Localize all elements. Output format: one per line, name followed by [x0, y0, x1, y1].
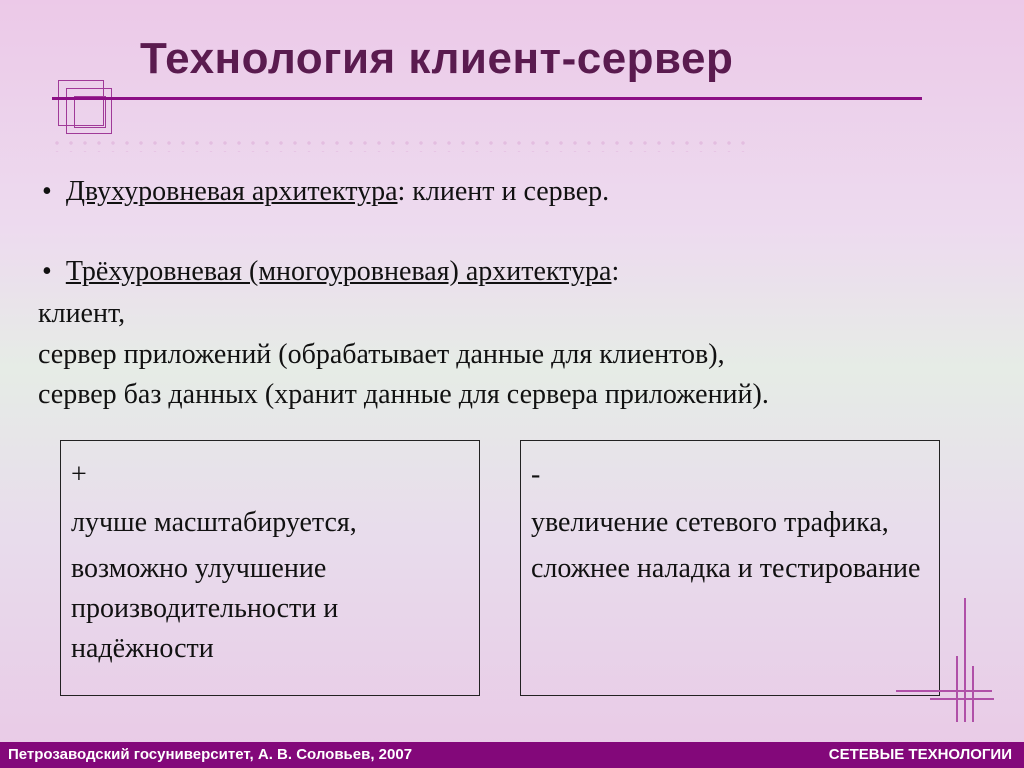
decor-line: [964, 598, 966, 722]
bullet-marker: •: [42, 176, 52, 207]
three-tier-colon: :: [611, 256, 620, 287]
term-three-tier: Трёхуровневая (многоуровневая) архитектура: [65, 256, 612, 287]
pros-item: лучше масштабируется,: [71, 507, 357, 538]
bullet-marker: •: [42, 256, 52, 287]
bullet-three-tier: [42, 256, 619, 288]
cons-item: сложнее наладка и тестирование: [531, 553, 921, 584]
decor-line: [956, 656, 958, 722]
dotted-decoration: [50, 138, 750, 152]
cons-symbol: -: [531, 459, 541, 490]
slide-title: Технология клиент-сервер: [140, 34, 734, 83]
decor-line: [930, 698, 994, 700]
cons-item: увеличение сетевого трафика,: [531, 507, 889, 538]
term-two-tier: Двухуровневая архитектура: [65, 176, 398, 207]
decor-square-3: [74, 96, 106, 128]
bullet-two-tier: [42, 176, 609, 208]
footer-course: СЕТЕВЫЕ ТЕХНОЛОГИИ: [828, 746, 1012, 763]
pros-box: [60, 440, 480, 696]
footer-author: Петрозаводский госуниверситет, А. В. Соловьев, 2007: [8, 746, 413, 763]
line-client: клиент,: [38, 298, 126, 329]
line-app-server: сервер приложений (обрабатывает данные для клиентов),: [38, 339, 725, 370]
two-tier-text: : клиент и сервер.: [397, 176, 610, 207]
title-underline: [52, 97, 922, 100]
footer-bar: [0, 742, 1024, 768]
decor-line: [896, 690, 992, 692]
pros-symbol: +: [71, 459, 87, 490]
decor-line: [972, 666, 974, 722]
line-db-server: сервер баз данных (хранит данные для сервера приложений).: [38, 379, 769, 410]
pros-item: возможно улучшение производительности и надёжности: [71, 553, 339, 664]
cons-box: [520, 440, 940, 696]
